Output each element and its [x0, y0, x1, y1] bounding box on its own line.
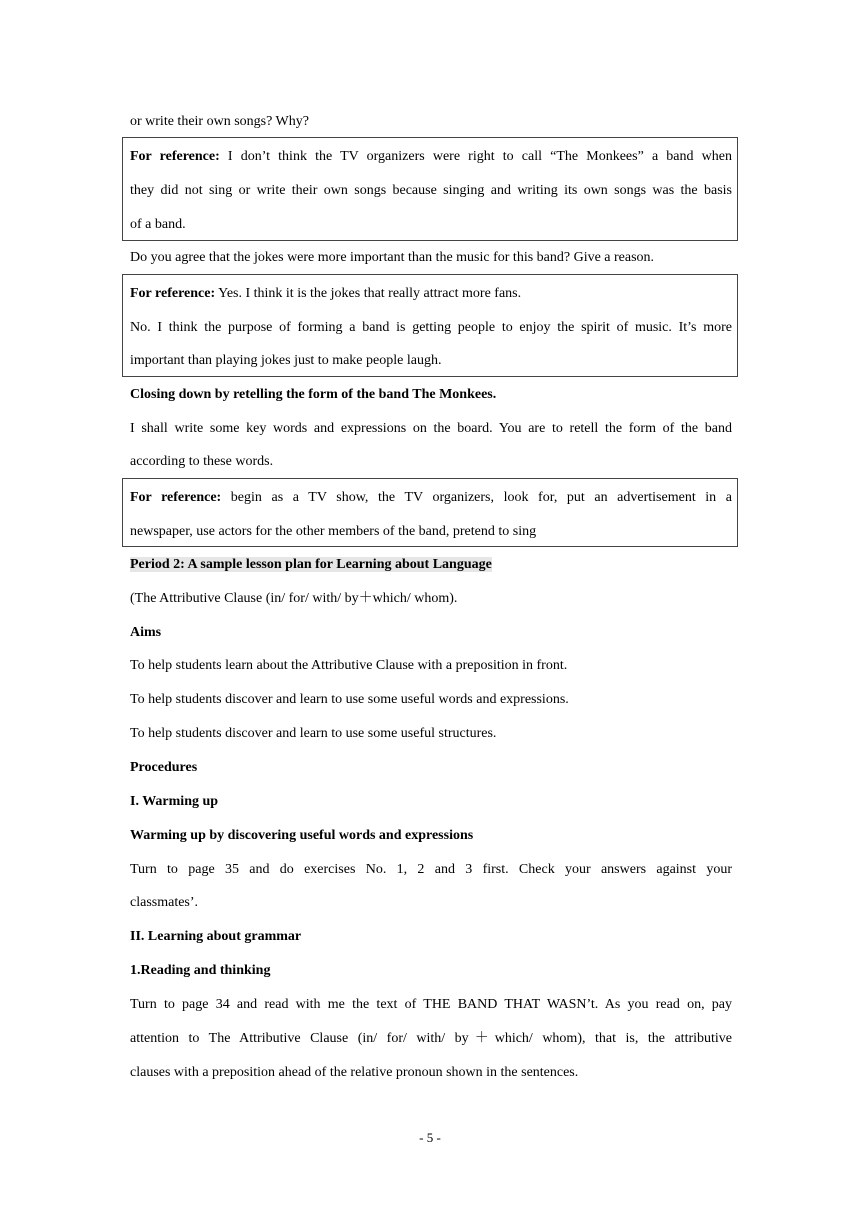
- question-2: Do you agree that the jokes were more important than the music for this band? Give a reason.: [130, 250, 655, 265]
- reference-box-2-line-3: important than playing jokes just to make people laugh.: [130, 353, 442, 368]
- reference-box-2: [122, 274, 738, 377]
- question-continuation: or write their own songs? Why?: [130, 114, 309, 129]
- reading-text-line-1: Turn to page 34 and read with me the text of THE BAND THAT WASN’t. As you read on, pay: [130, 997, 732, 1012]
- period-2-heading: Period 2: A sample lesson plan for Learning about Language: [130, 557, 492, 572]
- reference-box-1-line-1: [130, 148, 732, 166]
- closing-text-line-1: I shall write some key words and expressions on the board. You are to retell the form of the band: [130, 421, 732, 436]
- reference-box-1: [122, 137, 738, 241]
- reference-label: For reference:: [130, 149, 220, 164]
- reference-box-1-line-2: they did not sing or write their own songs because singing and writing its own songs was the basis: [130, 183, 732, 198]
- period-2-heading-row: [130, 556, 732, 574]
- warming-up-text-line-1: Turn to page 35 and do exercises No. 1, 2 and 3 first. Check your answers against your: [130, 862, 732, 877]
- reference-label: For reference:: [130, 286, 216, 301]
- closing-text-line-2: according to these words.: [130, 454, 274, 469]
- warming-up-text-line-2: classmates’.: [130, 895, 199, 910]
- aim-item-1: To help students learn about the Attributive Clause with a preposition in front.: [130, 658, 568, 673]
- warming-up-heading: I. Warming up: [130, 794, 219, 809]
- aims-heading: Aims: [130, 625, 162, 640]
- procedures-heading: Procedures: [130, 760, 198, 775]
- reference-label: For reference:: [130, 490, 222, 505]
- aim-item-2: To help students discover and learn to use some useful words and expressions.: [130, 692, 569, 707]
- reading-text-line-3: clauses with a preposition ahead of the relative pronoun shown in the sentences.: [130, 1065, 579, 1080]
- page-number: - 5 -: [419, 1130, 441, 1145]
- reference-box-2-line-2: No. I think the purpose of forming a band is getting people to enjoy the spirit of music. It’s more: [130, 320, 732, 335]
- reference-box-3-line-1: [130, 489, 732, 507]
- warming-up-subheading: Warming up by discovering useful words and expressions: [130, 828, 474, 843]
- reference-box-1-line-3: of a band.: [130, 217, 186, 232]
- aim-item-3: To help students discover and learn to use some useful structures.: [130, 726, 497, 741]
- grammar-heading: II. Learning about grammar: [130, 929, 302, 944]
- reference-box-3: [122, 478, 738, 547]
- period-2-subtitle: (The Attributive Clause (in/ for/ with/ by＋which/ whom).: [130, 591, 458, 606]
- reading-text-line-2: attention to The Attributive Clause (in/ for/ with/ by＋which/ whom), that is, the attributive: [130, 1031, 732, 1046]
- reference-text: begin as a TV show, the TV organizers, look for, put an advertisement in a: [221, 490, 732, 505]
- reading-heading: 1.Reading and thinking: [130, 963, 271, 978]
- reference-box-3-line-2: newspaper, use actors for the other members of the band, pretend to sing: [130, 524, 537, 539]
- closing-heading: Closing down by retelling the form of the band The Monkees.: [130, 387, 497, 402]
- reference-text: Yes. I think it is the jokes that really attract more fans.: [215, 286, 522, 301]
- reference-text: I don’t think the TV organizers were right to call “The Monkees” a band when: [219, 149, 732, 164]
- reference-box-2-line-1: [130, 285, 732, 303]
